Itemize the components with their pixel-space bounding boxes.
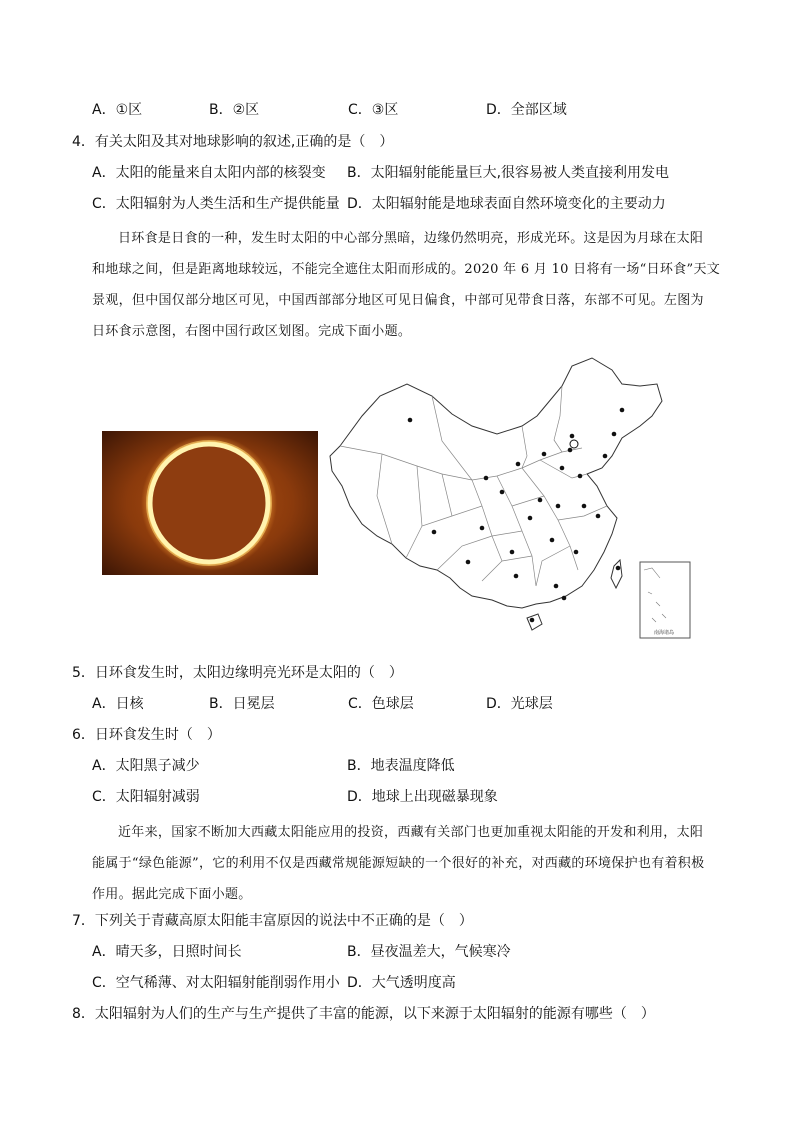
q7-option-c: C．空气稀薄、对太阳辐射能削弱作用小 xyxy=(92,975,340,991)
capital-dot xyxy=(612,432,617,437)
capital-dot xyxy=(603,454,608,459)
capital-dot xyxy=(538,498,543,503)
map-inset-label: 南海诸岛 xyxy=(653,630,675,636)
capital-dot xyxy=(516,462,521,467)
passage-tibet-line-2: 能属于“绿色能源”，它的利用不仅是西藏常规能源短缺的一个很好的补充，对西藏的环境保护也有着积极 xyxy=(92,856,705,871)
capital-dot xyxy=(550,538,555,543)
q4-option-d: D．太阳辐射能是地球表面自然环境变化的主要动力 xyxy=(347,196,666,212)
taiwan-island xyxy=(611,560,622,588)
capital-dot xyxy=(596,514,601,519)
q6-option-c: C．太阳辐射减弱 xyxy=(92,789,200,805)
q3-option-c: C．③区 xyxy=(348,102,399,118)
capital-dot xyxy=(484,476,489,481)
q3-option-d: D．全部区域 xyxy=(486,102,567,118)
q5-option-c: C．色球层 xyxy=(348,696,414,712)
q7-option-b: B．昼夜温差大，气候寒冷 xyxy=(347,944,511,960)
capital-dot xyxy=(514,574,519,579)
capital-dot xyxy=(560,466,565,471)
capital-dot xyxy=(466,560,471,565)
capital-dot xyxy=(500,490,505,495)
capital-dot xyxy=(616,566,621,571)
capital-dot xyxy=(562,596,567,601)
capital-dot xyxy=(582,504,587,509)
passage-tibet-solar xyxy=(92,817,724,910)
q5-option-a: A．日核 xyxy=(92,696,144,712)
q7-option-a: A．晴天多，日照时间长 xyxy=(92,944,242,960)
passage-eclipse-line-4: 日环食示意图，右图中国行政区划图。完成下面小题。 xyxy=(92,324,412,339)
q4-option-b: B．太阳辐射能能量巨大,很容易被人类直接利用发电 xyxy=(347,165,670,181)
passage-eclipse-line-2: 和地球之间，但是距离地球较远，不能完全遮住太阳而形成的。2020 年 6 月 10 日将有一场“日环食”天文 xyxy=(92,262,721,277)
passage-eclipse-line-3: 景观，但中国仅部分地区可见，中国西部部分地区可见日偏食，中部可见带食日落，东部不可见。左图为 xyxy=(92,293,704,308)
q4-option-c: C．太阳辐射为人类生活和生产提供能量 xyxy=(92,196,340,212)
q5-option-d: D．光球层 xyxy=(486,696,553,712)
capital-dot xyxy=(574,550,579,555)
capital-dot xyxy=(530,618,535,623)
passage-tibet-line-3: 作用。据此完成下面小题。 xyxy=(92,887,252,902)
q6-option-d: D．地球上出现磁暴现象 xyxy=(347,789,498,805)
passage-eclipse xyxy=(92,223,724,347)
capital-dot xyxy=(620,408,625,413)
hainan-island xyxy=(527,614,542,630)
capital-dot xyxy=(554,584,559,589)
china-administrative-map xyxy=(322,356,696,640)
passage-tibet-line-1-text: 近年来，国家不断加大西藏太阳能应用的投资，西藏有关部门也更加重视太阳能的开发和利用，太阳 xyxy=(118,825,704,840)
capital-dot xyxy=(510,550,515,555)
capital-dot xyxy=(578,474,583,479)
q4-stem: 4．有关太阳及其对地球影响的叙述,正确的是（ ） xyxy=(72,134,394,150)
capital-dot xyxy=(568,448,573,453)
q6-option-a: A．太阳黑子减少 xyxy=(92,758,200,774)
q8-stem: 8．太阳辐射为人们的生产与生产提供了丰富的能源，以下来源于太阳辐射的能源有哪些（ ） xyxy=(72,1006,655,1022)
capital-dot xyxy=(528,516,533,521)
capital-dot xyxy=(480,526,485,531)
capital-dot xyxy=(556,504,561,509)
capital-dot xyxy=(408,418,413,423)
passage-tibet-line-1 xyxy=(92,817,724,848)
annular-eclipse-image xyxy=(102,431,318,575)
passage-eclipse-line-1 xyxy=(92,223,724,254)
capital-dot xyxy=(570,434,575,439)
q7-stem: 7．下列关于青藏高原太阳能丰富原因的说法中不正确的是（ ） xyxy=(72,913,473,929)
q3-option-b: B．②区 xyxy=(209,102,260,118)
capital-dot xyxy=(542,452,547,457)
q6-option-b: B．地表温度降低 xyxy=(347,758,455,774)
q6-stem: 6．日环食发生时（ ） xyxy=(72,727,221,743)
south-china-sea-inset xyxy=(640,562,690,638)
q4-option-a: A．太阳的能量来自太阳内部的核裂变 xyxy=(92,165,326,181)
passage-eclipse-line-1-text: 日环食是日食的一种，发生时太阳的中心部分黑暗，边缘仍然明亮，形成光环。这是因为月球在太阳 xyxy=(118,231,704,246)
q3-option-a: A．①区 xyxy=(92,102,143,118)
capital-dot xyxy=(432,530,437,535)
beijing-marker xyxy=(570,440,578,448)
q5-option-b: B．日冕层 xyxy=(209,696,275,712)
q5-stem: 5．日环食发生时，太阳边缘明亮光环是太阳的（ ） xyxy=(72,665,403,681)
china-outline xyxy=(330,358,662,608)
q7-option-d: D．大气透明度高 xyxy=(347,975,456,991)
